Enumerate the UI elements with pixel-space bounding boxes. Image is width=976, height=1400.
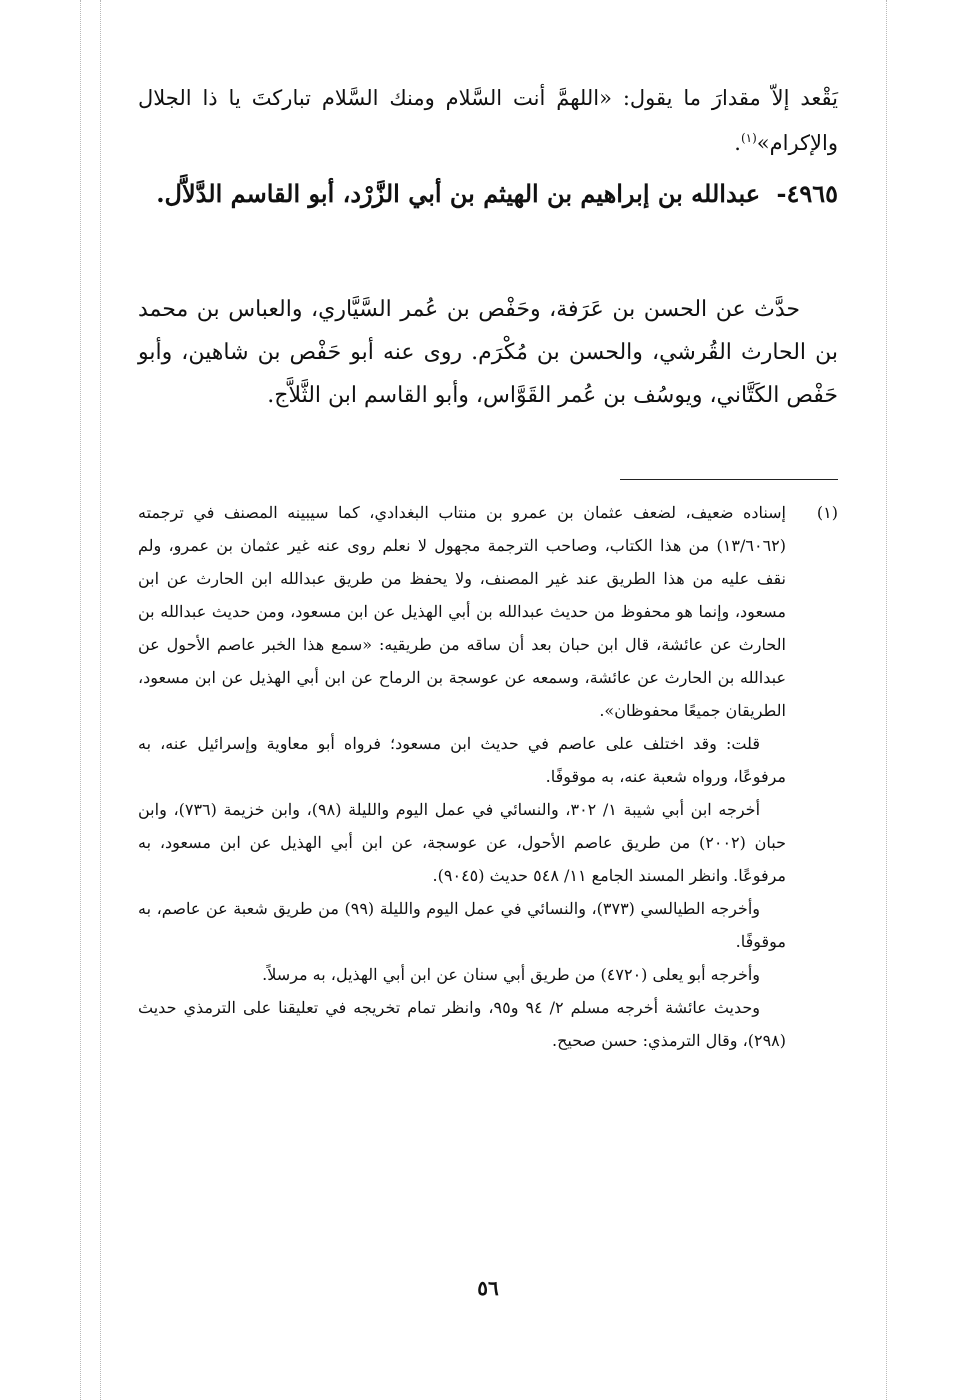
opening-text: يَقْعد إلاّ مقدارَ ما يقول: «اللهمَّ أنت السَّلام ومنك السَّلام تباركتَ يا ذا الجلال والإكرام»$^{(١)}$. — [138, 86, 838, 155]
opening-text-body: يَقْعد إلاّ مقدارَ ما يقول: «اللهمَّ أنت السَّلام ومنك السَّلام تباركتَ يا ذا الجلال والإكرام» — [138, 86, 838, 155]
footnote-paragraph: وحديث عائشة أخرجه مسلم ٢/ ٩٤ و٩٥، وانظر تمام تخريجه في تعليقنا على الترمذي حديث (٢٩٨)، وقال الترمذي: حسن صحيح. — [138, 998, 786, 1050]
page-number: ٥٦ — [477, 1276, 499, 1300]
footnote-reference: (١) — [740, 131, 757, 145]
footnotes — [138, 496, 838, 1057]
footnote-paragraph: وأخرجه أبو يعلى (٤٧٢٠) من طريق أبي سنان عن ابن أبي الهذيل، به مرسلاً. — [262, 965, 760, 984]
footnote-paragraph: وأخرجه الطيالسي (٣٧٣)، والنسائي في عمل اليوم والليلة (٩٩) من طريق شعبة عن عاصم، به موقوفًا. — [138, 899, 786, 951]
footnote-separator — [620, 479, 838, 480]
entry-title: عبدالله بن إبراهيم بن الهيثم بن أبي الزَّرْد، أبو القاسم الدَّلاَّل. — [156, 179, 761, 208]
biography-body: حدَّث عن الحسن بن عَرَفة، وحَفْص بن عُمر السَّيَّاري، والعباس بن محمد بن الحارث القُرشي، والحسن بن مُكْرَم. روى عنه أبو حَفْص بن شاهين، وأبو حَفْص الكَتَّاني، ويوسُف بن عُمر القَوَّاس، وأبو القاسم ابن الثَّلاَّج. — [138, 297, 838, 408]
footnote-paragraph: قلت: وقد اختلف على عاصم في حديث ابن مسعود؛ فرواه أبو معاوية وإسرائيل عنه، به مرفوعًا، ورواه شعبة عنه، به موقوفًا. — [138, 734, 786, 786]
footnote-paragraph: إسناده ضعيف، لضعف عثمان بن عمرو بن منتاب البغدادي، كما سيبينه المصنف في ترجمته (١٣/٦٠٦٢) من هذا الكتاب، وصاحب الترجمة مجهول لا نعلم روى عنه غير عثمان بن عمرو، ولم نقف عليه من هذا الطريق عند غير المصنف، ولا يحفظ من طريق عبدالله ابن الحارث عن ابن مسعود، وإنما هو محفوظ من حديث عبدالله بن أبي الهذيل عن ابن مسعود، ومن حديث عبدالله بن الحارث عن عائشة، قال ابن حبان بعد أن ساقه من طريقيه: «سمع هذا الخبر عاصم الأحول عن عبدالله بن الحارث عن عائشة، وسمعه عن عوسجة بن الرماح عن ابن أبي الهذيل عن ابن مسعود، الطريقان جميعًا محفوظان». — [138, 503, 786, 720]
left-margin-dotted-line — [80, 0, 81, 1400]
right-margin-dotted-line — [886, 0, 887, 1400]
biography-heading — [138, 168, 838, 220]
left-margin-dotted-line-inner — [100, 0, 101, 1400]
footnote-paragraph: أخرجه ابن أبي شيبة ١/ ٣٠٢، والنسائي في عمل اليوم والليلة (٩٨)، وابن خزيمة (٧٣٦)، وابن حبان (٢٠٠٢) من طريق عاصم الأحول، عن عوسجة، عن ابن أبي الهذيل عن ابن مسعود، به مرفوعًا. وانظر المسند الجامع ١١/ ٥٤٨ حديث (٩٠٤٥). — [138, 800, 786, 885]
footnote-number: (١) — [816, 503, 838, 522]
footnote-body — [138, 496, 786, 1057]
entry-number: ٤٩٦٥- — [776, 179, 838, 208]
